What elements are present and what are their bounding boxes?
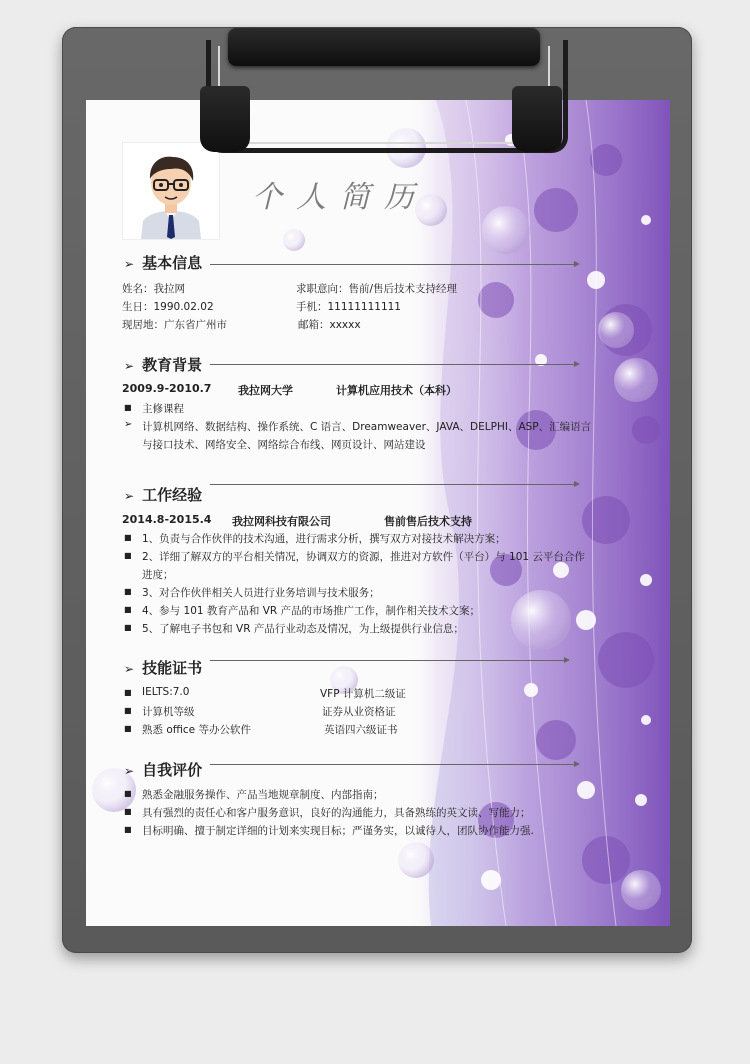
work-item: 5、了解电子书包和 VR 产品行业动态及情况，为上级提供行业信息； [142,623,464,635]
avatar-illustration [123,143,219,239]
edu-course-label: 主修课程 [142,403,184,415]
skill-item: IELTS:7.0 [142,686,190,698]
work-position: 售前售后技术支持 [384,515,472,528]
bullet-square-icon: ■ [124,825,132,834]
chevron-right-icon: ➢ [124,662,135,676]
skill-item: 计算机等级 [142,706,195,718]
basic-email: 邮箱：xxxxx [298,319,361,331]
section-divider [210,764,576,765]
self-item: 具有强烈的责任心和客户服务意识，良好的沟通能力，具备熟练的英文读、写能力； [142,807,531,819]
bullet-square-icon: ■ [124,789,132,798]
skill-item: 证券从业资格证 [322,706,396,718]
bullet-square-icon: ■ [124,706,132,715]
basic-intent: 求职意向：售前/售后技术支持经理 [296,283,458,295]
bullet-square-icon: ■ [124,688,132,697]
edu-course-line: 与接口技术、网络安全、网络综合布线、网页设计、网站建设 [142,439,426,451]
bullet-square-icon: ■ [124,551,132,560]
work-item: 4、参与 101 教育产品和 VR 产品的市场推广工作，制作相关技术文案； [142,605,481,617]
work-item: 1、负责与合作伙伴的技术沟通，进行需求分析，撰写双方对接技术解决方案； [142,533,506,545]
clip-foot-right [512,86,562,152]
clip-wire-highlight [218,46,550,144]
work-item: 进度； [142,569,174,581]
section-divider [210,484,576,485]
section-skills-heading: ➢ 技能证书 [124,659,203,677]
clip-foot-left [200,86,250,152]
bullet-square-icon: ■ [124,587,132,596]
section-self-heading: ➢ 自我评价 [124,761,203,779]
edu-period: 2009.9-2010.7 [122,382,212,395]
work-item: 3、对合作伙伴相关人员进行业务培训与技术服务； [142,587,380,599]
resume-title: 个人简历 [252,180,428,215]
edu-course-line: 计算机网络、数据结构、操作系统、C 语言、Dreamweaver、JAVA、DELPHI、ASP、汇编语言 [142,421,592,433]
edu-school: 我拉网大学 [238,384,293,397]
work-item: 2、详细了解双方的平台相关情况，协调双方的资源，推进对方软件（平台）与 101 云平台合作 [142,551,585,563]
edu-major: 计算机应用技术（本科） [336,384,457,397]
skill-item: 熟悉 office 等办公软件 [142,724,251,736]
chevron-right-icon: ➢ [124,359,135,373]
basic-birth: 生日：1990.02.02 [122,301,214,313]
section-education-heading: ➢ 教育背景 [124,356,203,374]
chevron-right-icon: ➢ [124,489,135,503]
resume-paper [86,100,670,926]
self-item: 熟悉金融服务操作、产品当地规章制度、内部指南； [142,789,384,801]
chevron-right-icon: ➢ [124,257,135,271]
section-divider [210,660,566,661]
avatar [122,142,220,240]
section-divider [210,264,576,265]
bullet-square-icon: ■ [124,605,132,614]
work-company: 我拉网科技有限公司 [232,515,331,528]
skill-item: VFP 计算机二级证 [320,688,406,700]
skill-item: 英语四六级证书 [324,724,398,736]
chevron-right-icon: ➢ [124,764,135,778]
work-period: 2014.8-2015.4 [122,513,212,526]
bullet-square-icon: ■ [124,807,132,816]
basic-residence: 现居地：广东省广州市 [122,319,227,331]
bullet-square-icon: ■ [124,403,132,412]
section-divider [210,364,576,365]
basic-phone: 手机：11111111111 [296,301,401,313]
section-work-heading: ➢ 工作经验 [124,486,203,504]
bullet-square-icon: ■ [124,724,132,733]
bullet-square-icon: ■ [124,533,132,542]
bullet-square-icon: ■ [124,623,132,632]
section-basic-heading: ➢ 基本信息 [124,254,203,272]
chevron-right-icon: ➢ [124,419,133,430]
self-item: 目标明确、擅于制定详细的计划来实现目标；严谨务实，以诚待人，团队协作能力强. [142,825,534,837]
basic-name: 姓名：我拉网 [122,283,185,295]
